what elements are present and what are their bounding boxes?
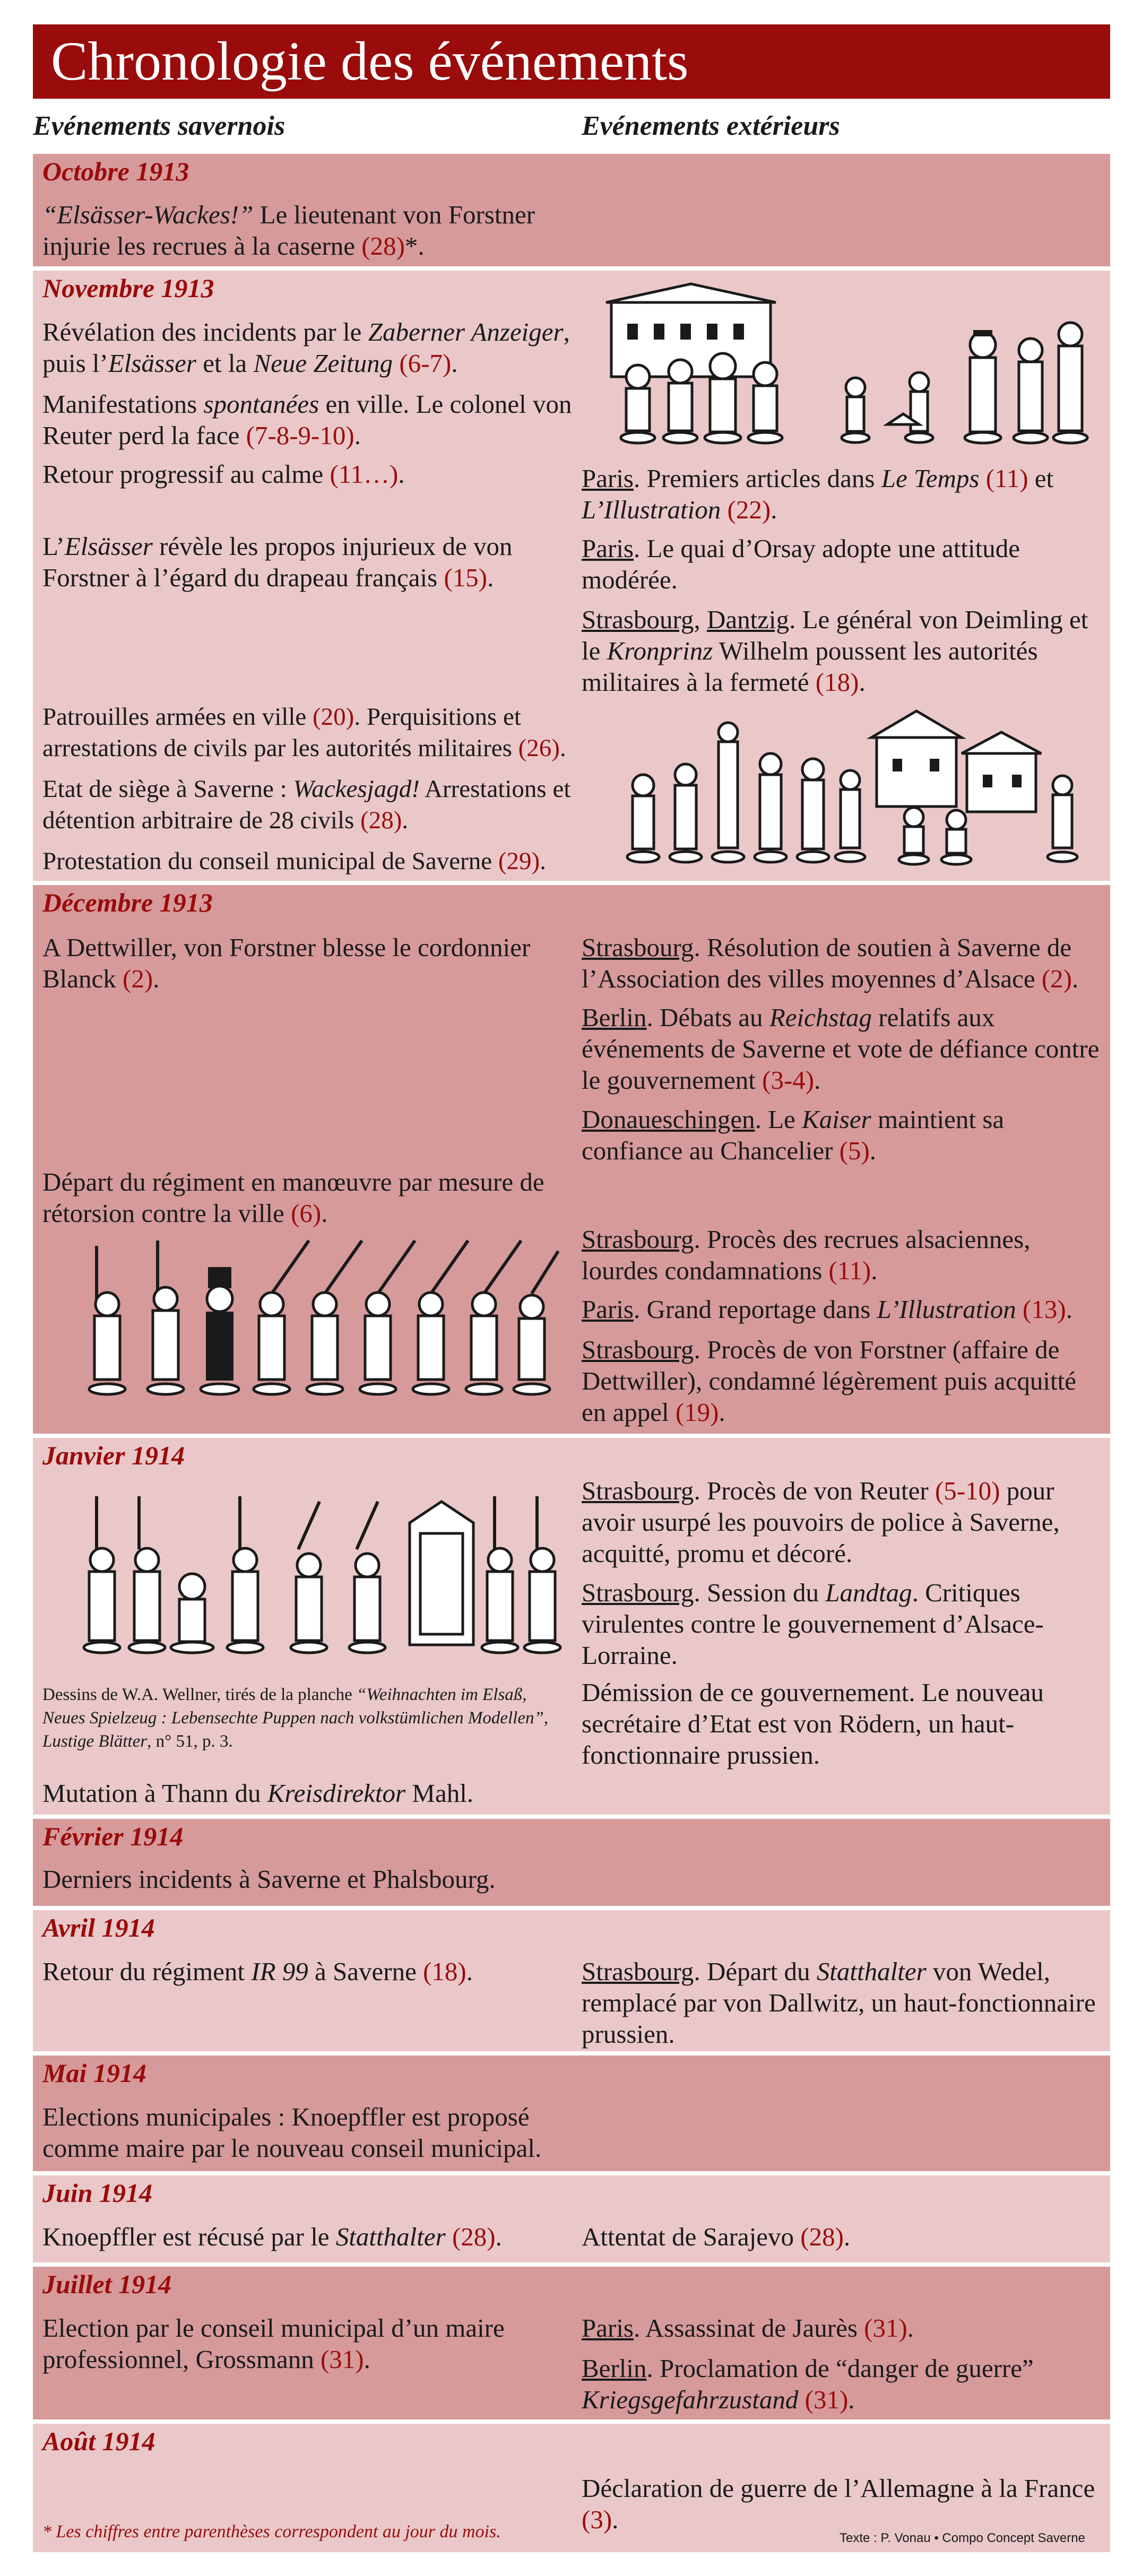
event-right: Berlin. Débats au Reichstag relatifs aux événements de Saverne et vote de défiance contre le gouvernement (3-4). <box>582 1003 1100 1095</box>
event-left: “Elsässer-Wackes!” Le lieutenant von Forstner injurie les recrues à la caserne (28)*. <box>42 200 535 261</box>
event-right: Paris. Premiers articles dans Le Temps (11) et L’Illustration (22). <box>582 464 1054 524</box>
toy-village-illustration <box>590 281 1100 456</box>
column-header-left: Evénements savernois <box>33 111 286 141</box>
event-right: Paris. Le quai d’Orsay adopte une attitude modérée. <box>582 534 1020 594</box>
event-left: Elections municipales : Knoepffler est proposé comme maire par le nouveau conseil municipal. <box>42 2102 542 2163</box>
event-left: Mutation à Thann du Kreisdirektor Mahl. <box>42 1779 474 1808</box>
event-right: Démission de ce gouvernement. Le nouveau secrétaire d’Etat est von Rödern, un haut-fonctionnaire prussien. <box>582 1678 1044 1770</box>
event-left: Départ du régiment en manœuvre par mesure de rétorsion contre la ville (6). <box>42 1167 544 1228</box>
section-may-1914 <box>33 2055 1110 2171</box>
event-right: Déclaration de guerre de l’Allemagne à la France (3). <box>582 2474 1095 2534</box>
illustration-caption: Dessins de W.A. Wellner, tirés de la planche “Weihnachten im Elsaß, Neues Spielzeug : Lebensechte Puppen nach volkstümlichen Modellen”, Lustige Blätter, n° 51, p. 3. <box>42 1685 549 1751</box>
event-left: Election par le conseil municipal d’un maire professionnel, Grossmann (31). <box>42 2313 505 2374</box>
event-right: Berlin. Proclamation de “danger de guerre” Kriegsgefahrzustand (31). <box>582 2354 1034 2414</box>
section-title: Août 1914 <box>42 2426 155 2456</box>
section-title: Juin 1914 <box>42 2178 153 2208</box>
section-title: Octobre 1913 <box>42 157 189 186</box>
event-right: Donaueschingen. Le Kaiser maintient sa confiance au Chancelier (5). <box>582 1105 1005 1165</box>
event-left: A Dettwiller, von Forstner blesse le cordonnier Blanck (2). <box>42 933 531 993</box>
toy-soldiers-and-sentry-box-illustration <box>59 1491 564 1671</box>
event-right: Strasbourg. Départ du Statthalter von Wedel, remplacé par von Dallwitz, un haut-fonctionnaire prussien. <box>582 1957 1096 2049</box>
section-title: Avril 1914 <box>42 1913 155 1942</box>
marching-soldiers-illustration <box>65 1235 564 1416</box>
section-december-1913 <box>33 885 1110 1434</box>
footnote: * Les chiffres entre parenthèses correspondent au jour du mois. <box>42 2522 501 2542</box>
event-left: Retour progressif au calme (11…). <box>42 459 405 489</box>
event-left: Protestation du conseil municipal de Saverne (29). <box>42 847 546 875</box>
section-title: Décembre 1913 <box>42 888 213 917</box>
event-right: Strasbourg, Dantzig. Le général von Deimling et le Kronprinz Wilhelm poussent les autorités militaires à la fermeté (18). <box>582 605 1088 697</box>
event-left: Manifestations spontanées en ville. Le colonel von Reuter perd la face (7-8-9-10). <box>42 389 572 450</box>
event-right: Strasbourg. Procès de von Reuter (5-10) pour avoir usurpé les pouvoirs de police à Saverne, acquitté, promu et décoré. <box>582 1476 1060 1568</box>
section-title: Novembre 1913 <box>42 273 214 303</box>
event-right: Paris. Assassinat de Jaurès (31). <box>582 2313 914 2343</box>
section-november-1913 <box>33 271 1110 881</box>
event-left: Retour du régiment IR 99 à Saverne (18). <box>42 1957 473 1986</box>
section-title: Mai 1914 <box>42 2058 146 2088</box>
page-title: Chronologie des événements <box>51 31 689 92</box>
column-header-right: Evénements extérieurs <box>582 111 840 141</box>
section-title: Février 1914 <box>42 1822 184 1851</box>
event-left: Etat de siège à Saverne : Wackesjagd! Arrestations et détention arbitraire de 28 civils (28). <box>42 775 571 834</box>
toy-soldiers-and-houses-illustration <box>617 706 1094 875</box>
section-october-1913 <box>33 154 1110 266</box>
event-left: Patrouilles armées en ville (20). Perquisitions et arrestations de civils par les autorités militaires (26). <box>42 703 566 762</box>
section-april-1914 <box>33 1910 1110 2051</box>
event-right: Strasbourg. Procès des recrues alsaciennes, lourdes condamnations (11). <box>582 1225 1031 1285</box>
section-title: Janvier 1914 <box>42 1441 185 1470</box>
section-august-1914 <box>33 2424 1110 2552</box>
event-left: L’Elsässer révèle les propos injurieux de von Forstner à l’égard du drapeau français (15). <box>42 532 513 592</box>
event-left: Knoepffler est récusé par le Statthalter (28). <box>42 2222 502 2251</box>
event-right: Strasbourg. Résolution de soutien à Saverne de l’Association des villes moyennes d’Alsace (2). <box>582 933 1079 993</box>
credit-line: Texte : P. Vonau • Compo Concept Saverne <box>840 2531 1085 2545</box>
section-june-1914 <box>33 2175 1110 2262</box>
section-title: Juillet 1914 <box>42 2269 172 2299</box>
event-left: Révélation des incidents par le Zaberner Anzeiger, puis l’Elsässer et la Neue Zeitung (6-7). <box>42 317 570 378</box>
section-february-1914 <box>33 1819 1110 1906</box>
event-right: Paris. Grand reportage dans L’Illustration (13). <box>582 1295 1072 1324</box>
section-january-1914 <box>33 1438 1110 1815</box>
section-july-1914 <box>33 2267 1110 2419</box>
event-right: Attentat de Sarajevo (28). <box>582 2222 851 2251</box>
event-right: Strasbourg. Session du Landtag. Critiques virulentes contre le gouvernement d’Alsace-Lorraine. <box>582 1578 1044 1670</box>
event-left: Derniers incidents à Saverne et Phalsbourg. <box>42 1864 496 1894</box>
title-banner <box>33 24 1110 99</box>
event-right: Strasbourg. Procès de von Forstner (affaire de Dettwiller), condamné légèrement puis acquitté en appel (19). <box>582 1335 1077 1427</box>
